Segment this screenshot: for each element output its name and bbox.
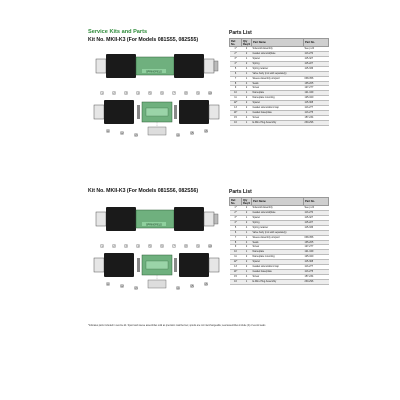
cell-qty: 4	[242, 115, 252, 120]
parts-list-heading-2: Parts List	[229, 189, 252, 195]
cell-qty: 2	[242, 52, 252, 57]
cell-part-name: Spring retainer	[252, 66, 304, 71]
cell-qty: 1	[242, 76, 252, 81]
cell-part-no: 135-205	[304, 81, 329, 86]
page-title: Service Kits and Parts	[88, 29, 148, 35]
table-row	[230, 120, 329, 125]
cell-qty: 1	[242, 110, 252, 115]
callout-12: 12	[120, 284, 124, 288]
cell-qty: 2	[242, 86, 252, 91]
cell-part-no: See p.24	[304, 206, 329, 211]
cell-part-no: 230-296	[304, 279, 329, 284]
cell-qty: 4	[242, 240, 252, 245]
cell-part-name: Sleeve Assembly w/spool	[252, 76, 304, 81]
cell-qty: 2	[242, 245, 252, 250]
callout-2: 2	[113, 244, 115, 248]
cell-qty: 2	[242, 96, 252, 101]
cell-qty: 1	[242, 120, 252, 125]
cell-part-no: 113-275	[304, 269, 329, 274]
cell-part-name: Spring	[252, 220, 304, 225]
cell-part-no: 127-277	[304, 86, 329, 91]
cell-ref-no: 10	[230, 250, 242, 255]
callout-15: 15	[190, 284, 194, 288]
cell-ref-no: 6	[230, 71, 242, 76]
cell-part-name: Screw	[252, 86, 304, 91]
cell-part-no: 113-275	[304, 110, 329, 115]
cell-part-name: Seals	[252, 81, 304, 86]
cell-qty: 2	[242, 265, 252, 270]
callout-16: 16	[204, 129, 208, 133]
cell-part-name: Nameplate	[252, 91, 304, 96]
cell-ref-no: 2*	[230, 52, 242, 57]
cell-part-name: Spring	[252, 61, 304, 66]
cell-ref-no: 5	[230, 225, 242, 230]
cell-ref-no: 13	[230, 106, 242, 111]
callout-10: 10	[208, 91, 212, 95]
cell-ref-no: 9	[230, 245, 242, 250]
cell-part-no: 125-320	[304, 96, 329, 101]
parts-table-2	[229, 197, 329, 285]
cell-ref-no: 7	[230, 235, 242, 240]
parts-list-heading-1: Parts List	[229, 30, 252, 36]
cell-part-name: Nameplate	[252, 250, 304, 255]
header-ref-no: Ref. No.	[230, 198, 242, 206]
kit-2-title: Kit No. MKII-K3 (For Models 081S56, 082S56)	[88, 188, 199, 194]
cell-part-no: 113-270	[304, 52, 329, 57]
cell-part-name: Spacer	[252, 57, 304, 62]
cell-qty: 2	[242, 220, 252, 225]
callout-8: 8	[185, 91, 187, 95]
table-row	[230, 279, 329, 284]
cell-qty: 1	[242, 235, 252, 240]
cell-part-no: 038-356	[304, 76, 329, 81]
cell-part-name: Gasket base/plate	[252, 110, 304, 115]
cell-ref-no: 11	[230, 255, 242, 260]
callout-6: 6	[161, 244, 163, 248]
cell-qty: 1	[242, 250, 252, 255]
cell-ref-no: 6	[230, 230, 242, 235]
cell-part-name: Screw	[252, 274, 304, 279]
cell-part-no: 113-270	[304, 211, 329, 216]
header-part-name: Part Name	[252, 198, 304, 206]
cell-ref-no: 8	[230, 240, 242, 245]
cell-ref-no: 13	[230, 265, 242, 270]
cell-part-name: Valve body (not sold separately)	[252, 71, 304, 76]
cell-qty: 1	[242, 269, 252, 274]
cell-qty: 2	[242, 61, 252, 66]
cell-ref-no: 3*	[230, 216, 242, 221]
exploded-valve	[94, 253, 219, 288]
cell-ref-no: 5	[230, 66, 242, 71]
nameplate-label: SPRINGFIELD	[146, 70, 162, 74]
callout-5: 5	[149, 244, 151, 248]
cell-part-no: 038-356	[304, 235, 329, 240]
cell-part-no: 115-308	[304, 101, 329, 106]
cell-part-name: Solenoid Assembly	[252, 47, 304, 52]
cell-part-name: Spacer	[252, 216, 304, 221]
cell-part-name: Gasket solenoid/end cap	[252, 106, 304, 111]
parts-table-header	[230, 39, 329, 47]
parts-table-1	[229, 38, 329, 126]
callout-4: 4	[137, 244, 139, 248]
callout-1: 1	[101, 91, 103, 95]
cell-qty: 4	[242, 225, 252, 230]
cell-qty: 2	[242, 260, 252, 265]
cell-part-name: Screw	[252, 115, 304, 120]
cell-part-name: Spring retainer	[252, 225, 304, 230]
cell-part-name: Gasket solenoid/plate	[252, 52, 304, 57]
cell-part-no: 115-336	[304, 225, 329, 230]
callout-10: 10	[208, 244, 212, 248]
cell-ref-no: 1*	[230, 206, 242, 211]
cell-part-name: Spacer	[252, 101, 304, 106]
cell-qty: 1	[242, 71, 252, 76]
cell-part-no: 115-327	[304, 216, 329, 221]
callout-3: 3	[125, 244, 127, 248]
cell-ref-no: 8	[230, 81, 242, 86]
header-qty: Qty Req'd	[243, 39, 251, 46]
footnote: *Indicates parts included in service kit. Spool and sleeve assemblies sold as precision matched set; spools are not interchangeable; seal assemblies include (4) of ea std seals	[88, 325, 266, 327]
callout-3: 3	[125, 91, 127, 95]
valve-exploded-diagram-1	[88, 47, 226, 155]
exploded-valve	[94, 100, 219, 135]
cell-part-no: 113-277	[304, 106, 329, 111]
cell-part-name: Sleeve Assembly w/spool	[252, 235, 304, 240]
assembled-valve	[96, 207, 218, 231]
callout-8: 8	[185, 244, 187, 248]
callout-11: 11	[106, 282, 110, 286]
cell-ref-no: 16	[230, 120, 242, 125]
cell-ref-no: 9	[230, 86, 242, 91]
cell-ref-no: 14*	[230, 110, 242, 115]
cell-part-no: 115-227	[304, 61, 329, 66]
callout-14: 14	[176, 133, 180, 137]
callout-15: 15	[190, 131, 194, 135]
cell-part-name: Solenoid Assembly	[252, 206, 304, 211]
cell-ref-no: 4*	[230, 220, 242, 225]
parts-table-header	[230, 198, 329, 206]
cell-qty: 1	[242, 230, 252, 235]
cell-qty: 1	[242, 279, 252, 284]
cell-part-name: E-Wire Plug Assembly	[252, 120, 304, 125]
header-part-name: Part Name	[252, 39, 304, 47]
cell-part-no: 115-336	[304, 66, 329, 71]
cell-qty: 1	[242, 91, 252, 96]
cell-part-no: 115-227	[304, 220, 329, 225]
cell-part-name: Valve body (not sold separately)	[252, 230, 304, 235]
callout-7: 7	[173, 244, 175, 248]
cell-ref-no: 7	[230, 76, 242, 81]
callout-13: 13	[134, 286, 138, 290]
header-part-no: Part No.	[304, 39, 329, 47]
cell-part-no: 127-277	[304, 245, 329, 250]
callout-9: 9	[197, 244, 199, 248]
callout-5: 5	[149, 91, 151, 95]
cell-qty: 2	[242, 106, 252, 111]
cell-qty: 2	[242, 47, 252, 52]
cell-ref-no: 3*	[230, 57, 242, 62]
cell-part-name: Gasket solenoid/plate	[252, 211, 304, 216]
header-qty: Qty Req'd	[243, 198, 251, 205]
cell-part-no: 157-234	[304, 115, 329, 120]
callout-2: 2	[113, 91, 115, 95]
cell-part-no: 121-349	[304, 91, 329, 96]
callout-11: 11	[106, 129, 110, 133]
cell-ref-no: 12*	[230, 101, 242, 106]
cell-part-no: See p.24	[304, 47, 329, 52]
cell-part-no: 115-327	[304, 57, 329, 62]
cell-ref-no: 4*	[230, 61, 242, 66]
cell-qty: 1	[242, 57, 252, 62]
assembled-valve	[96, 54, 218, 78]
callout-9: 9	[197, 91, 199, 95]
cell-part-no: 113-277	[304, 265, 329, 270]
cell-qty: 2	[242, 255, 252, 260]
header-part-no: Part No.	[304, 198, 329, 206]
nameplate-label: SPRINGFIELD	[146, 223, 162, 227]
header-ref-no: Ref. No.	[230, 39, 242, 47]
cell-part-name: Gasket base/plate	[252, 269, 304, 274]
cell-ref-no: 1*	[230, 47, 242, 52]
cell-ref-no: 14*	[230, 269, 242, 274]
cell-part-name: Spacer	[252, 260, 304, 265]
cell-part-name: Screw	[252, 245, 304, 250]
cell-qty: 4	[242, 66, 252, 71]
callout-13: 13	[134, 133, 138, 137]
valve-exploded-diagram-2	[88, 200, 226, 308]
cell-part-no: 230-296	[304, 120, 329, 125]
cell-ref-no: 15	[230, 274, 242, 279]
callout-12: 12	[120, 131, 124, 135]
cell-part-no: 125-320	[304, 255, 329, 260]
callout-16: 16	[204, 282, 208, 286]
cell-part-name: E-Wire Plug Assembly	[252, 279, 304, 284]
callout-14: 14	[176, 286, 180, 290]
cell-part-no: 115-308	[304, 260, 329, 265]
cell-ref-no: 2*	[230, 211, 242, 216]
callout-7: 7	[173, 91, 175, 95]
cell-ref-no: 16	[230, 279, 242, 284]
cell-qty: 4	[242, 274, 252, 279]
callout-4: 4	[137, 91, 139, 95]
kit-1-title: Kit No. MKII-K3 (For Models 081S55, 082S55)	[88, 37, 199, 43]
cell-qty: 4	[242, 81, 252, 86]
cell-qty: 2	[242, 101, 252, 106]
cell-qty: 2	[242, 211, 252, 216]
cell-ref-no: 12*	[230, 260, 242, 265]
cell-part-no: 135-205	[304, 240, 329, 245]
cell-part-name: Seals	[252, 240, 304, 245]
cell-part-name: Gasket solenoid/end cap	[252, 265, 304, 270]
cell-ref-no: 10	[230, 91, 242, 96]
callout-1: 1	[101, 244, 103, 248]
cell-part-name: Nameplate mounting	[252, 96, 304, 101]
cell-ref-no: 11	[230, 96, 242, 101]
cell-qty: 2	[242, 206, 252, 211]
callout-6: 6	[161, 91, 163, 95]
cell-part-no: 157-234	[304, 274, 329, 279]
cell-qty: 1	[242, 216, 252, 221]
cell-part-no: 121-349	[304, 250, 329, 255]
cell-ref-no: 15	[230, 115, 242, 120]
cell-part-name: Nameplate mounting	[252, 255, 304, 260]
